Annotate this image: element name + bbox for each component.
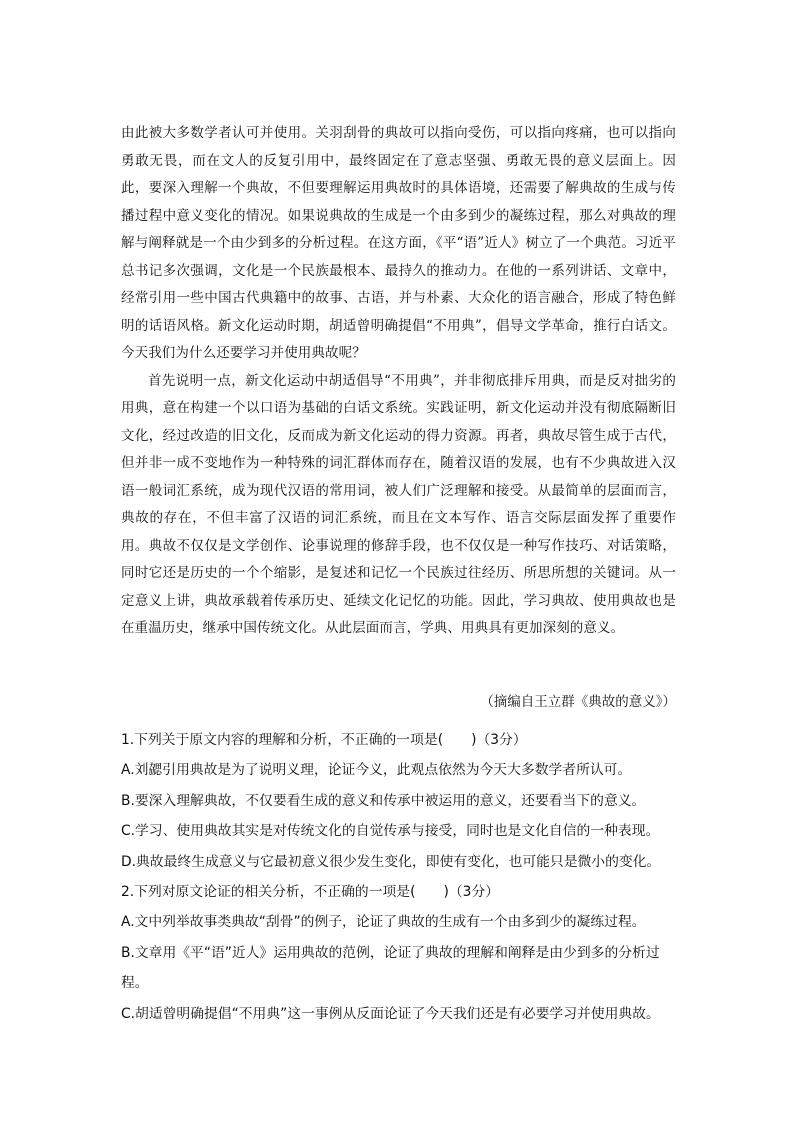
question-1-option-b: B.要深入理解典故，不仅要看生成的意义和传承中被运用的意义，还要看当下的意义。	[121, 792, 646, 809]
passage-paragraph: 首先说明一点，新文化运动中胡适倡导“不用典”，并非彻底排斥用典，而是反对拙劣的用典，意在构建一个以口语为基础的白话文系统。实践证明，新文化运动并没有彻底隔断旧文化，经过改造的旧文化，反而成为新文化运动的得力资源。再者，典故尽管生成于古代，但并非一成不变地作为一种特殊的词汇群体而存在，随着汉语的发展，也有不少典故进入汉语一般词汇系统，成为现代汉语的常用词，被人们广泛理解和接受。从最简单的层面而言，典故的存在，不但丰富了汉语的词汇系统，而且在文本写作、语言交际层面发挥了重要作用。典故不仅仅是文学创作、论事说理的修辞手段，也不仅仅是一种写作技巧、对话策略，同时它还是历史的一个个缩影，是复述和记忆一个民族过往经历、所思所想的关键词。从一定意义上讲，典故承载着传承历史、延续文化记忆的功能。因此，学习典故、使用典故也是在重温历史，继承中国传统文化。从此层面而言，学典、用典具有更加深刻的意义。	[121, 372, 676, 636]
question-1-option-a: A.刘勰引用典故是为了说明义理，论证今义，此观点依然为今天大多数学者所认可。	[121, 762, 632, 779]
question-score: )（3分）	[443, 884, 500, 901]
question-2-option-b: B.文章用《平“语”近人》运用典故的范例，论证了典故的理解和阐释是由少到多的分析过程。	[121, 944, 660, 992]
reading-passage	[121, 120, 676, 643]
question-1-stem	[121, 725, 681, 755]
question-1-option-c: C.学习、使用典故其实是对传统文化的自觉传承与接受，同时也是文化自信的一种表现。	[121, 823, 660, 840]
passage-paragraph: 由此被大多数学者认可并使用。关羽刮骨的典故可以指向受伤，可以指向疼痛，也可以指向勇敢无畏，而在文人的反复引用中，最终固定在了意志坚强、勇敢无畏的意义层面上。因此，要深入理解一个典故，不但要理解运用典故时的具体语境，还需要了解典故的生成与传播过程中意义变化的情况。如果说典故的生成是一个由多到少的凝练过程，那么对典故的理解与阐释就是一个由少到多的分析过程。在这方面，《平“语”近人》树立了一个典范。习近平总书记多次强调，文化是一个民族最根本、最持久的推动力。在他的一系列讲话、文章中，经常引用一些中国古代典籍中的故事、古语，并与朴素、大众化的语言融合，形成了特色鲜明的话语风格。新文化运动时期，胡适曾明确提倡“不用典”，倡导文学革命，推行白话文。今天我们为什么还要学习并使用典故呢？	[121, 125, 676, 361]
question-1-option-d: D.典故最终生成意义与它最初意义很少发生变化，即使有变化，也可能只是微小的变化。	[121, 853, 661, 870]
question-score: )（3分）	[471, 732, 527, 748]
question-2-option-a: A.文中列举故事类典故“刮骨”的例子，论证了典故的生成有一个由多到少的凝练过程。	[121, 914, 646, 931]
question-2-option-c: C.胡适曾明确提倡“不用典”这一事例从反面论证了今天我们还是有必要学习并使用典故。	[121, 1005, 660, 1022]
question-stem-text: 2.下列对原文论证的相关分析，不正确的一项是(	[121, 884, 416, 901]
question-2-stem	[121, 877, 681, 907]
passage-source: （摘编自王立群《典故的意义》）	[480, 694, 676, 710]
question-list	[121, 725, 681, 1029]
question-stem-text: 1.下列关于原文内容的理解和分析，不正确的一项是(	[121, 732, 444, 748]
